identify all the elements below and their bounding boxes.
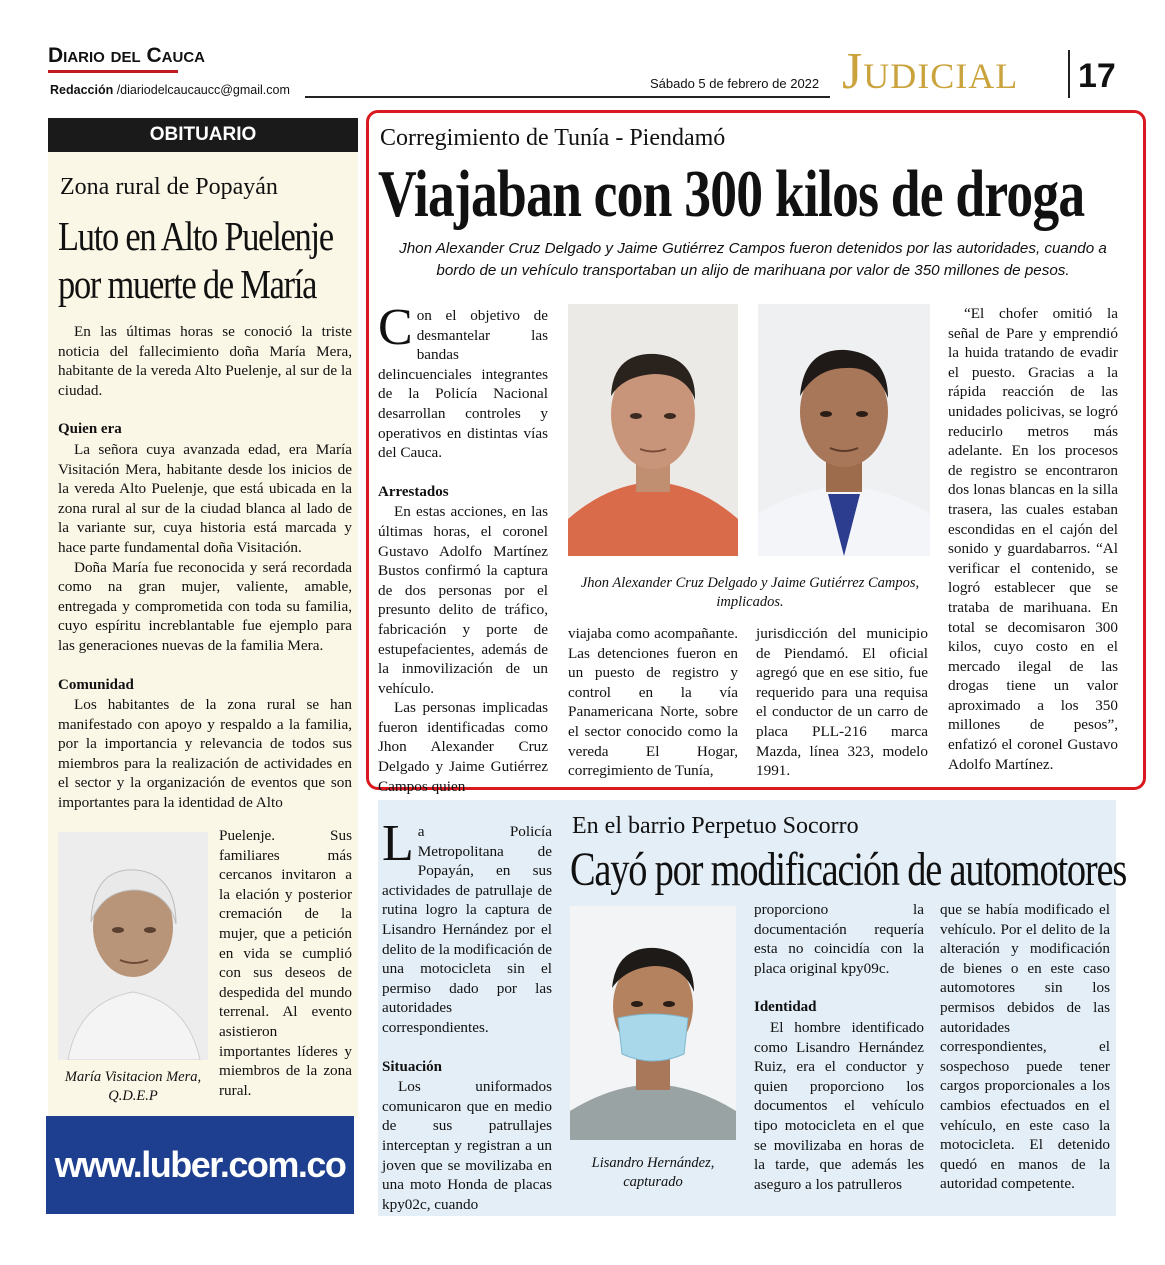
- second-story-subhead-situacion: Situación: [382, 1058, 443, 1075]
- page-number: 17: [1078, 57, 1116, 95]
- second-story-subhead-identidad: Identidad: [754, 999, 817, 1016]
- second-story-paragraph: Los uniformados comunicaron que en medio de sus patrullajes interceptan y registran a un joven que se movilizaba en una moto Honda de placas kpy02c, cuando: [382, 1078, 552, 1213]
- redaccion-label: Redacción: [50, 83, 114, 97]
- main-story-kicker: Corregimiento de Tunía - Piendamó: [380, 125, 726, 151]
- second-story-column-3: [754, 900, 924, 1194]
- obituary-paragraph: Doña María fue reconocida y será recordada como na gran mujer, valiente, amable, entregada y comprometida con toda su familia, cuyo espíritu increblantable fue ejemplo para las generaciones nuevas de la familia Mera.: [58, 558, 352, 654]
- suspect-photo-jhon: [568, 304, 738, 556]
- second-story-column-1: [382, 815, 552, 1214]
- main-story-column-2: [568, 624, 738, 781]
- obituary-headline-line1: Luto en Alto Puelenje: [58, 213, 333, 259]
- suspects-photo-caption: Jhon Alexander Cruz Delgado y Jaime Gutiérrez Campos, implicados.: [580, 575, 920, 610]
- elderly-woman-portrait-icon: [58, 832, 208, 1060]
- obituary-paragraph: Los habitantes de la zona rural se han manifestado con apoyo y respaldo a la familia, por la importancia y relevancia de todos sus miembros para la realización de actividades en el sector y la organización de eventos que son importantes para la identidad de Alto: [58, 696, 352, 812]
- second-story-paragraph: que se había modificado el vehículo. Por el delito de la alteración y modificación de bienes o en este caso automotores sin los permisos debidos de las autoridades correspondientes, el sospechoso puede tener cargos proporcionales a los cambios efectuados en el vehículo, en este caso la motocicleta. El detenido quedó en manos de la autoridad competente.: [940, 901, 1110, 1193]
- suspect-photo-jaime: [758, 304, 930, 556]
- second-story-headline: Cayó por modificación de automotores: [570, 843, 1127, 896]
- masked-man-portrait-icon: [570, 906, 736, 1140]
- main-story-paragraph: En estas acciones, en las últimas horas, el coronel Gustavo Adolfo Martínez Bustos confirmó la captura de dos personas por el presunto delito de tráfico, fabricación y porte de estupefacientes, además de la inmovilización de un vehículo.: [378, 503, 548, 697]
- section-divider: [1068, 50, 1070, 98]
- luber-ad-text: www.luber.com.co: [54, 1144, 346, 1185]
- obituary-headline-line2: por muerte de María: [58, 261, 317, 307]
- main-story-paragraph: viajaba como acompañante. Las detenciones fueron en un puesto de registro y control en la vía Panamericana Norte, sobre el sector conocido como la vereda El Hogar, corregimiento de Tunía,: [568, 625, 738, 780]
- obituary-photo: [58, 832, 208, 1060]
- issue-date: Sábado 5 de febrero de 2022: [650, 76, 820, 91]
- main-story-column-1: [378, 299, 548, 796]
- main-story-paragraph: jurisdicción del municipio de Piendamó. El oficial agregó que en ese sitio, fue requerido para una requisa el conductor de un carro de placa PLL-216 marca Mazda, línea 323, modelo 1991.: [756, 625, 928, 780]
- main-story-paragraph: Con el objetivo de desmantelar las bandas delincuenciales integrantes de la Policía Nacional desarrollan controles y operativos en distintas vías del Cauca.: [378, 299, 548, 462]
- captured-photo-caption: Lisandro Hernández, capturado: [591, 1155, 715, 1190]
- obituary-paragraph: Puelenje. Sus familiares más cercanos invitaron a la elación y posterior cremación de la mujer, que a petición en vida se cumplió con sus deseos de despedida del mundo terrenal. Al evento asistieron importantes líderes y miembros de la zona rural.: [219, 827, 352, 1099]
- masthead-rule: [48, 70, 178, 73]
- second-story-dropcap: L: [382, 815, 414, 872]
- obituary-kicker: Zona rural de Popayán: [60, 174, 278, 200]
- redaccion-email: /diariodelcaucaucc@gmail.com: [116, 83, 290, 97]
- luber-ad[interactable]: [46, 1116, 354, 1214]
- second-story-column-4: [940, 900, 1110, 1194]
- obituary-body-continued: [219, 826, 352, 1100]
- obituary-section-label: OBITUARIO: [48, 118, 358, 152]
- second-story-paragraph: proporciono la documentación requería esta no coincidía con la placa original kpy09c.: [754, 901, 924, 977]
- main-story-dropcap: C: [378, 299, 413, 356]
- obituary-paragraph: La señora cuya avanzada edad, era María Visitación Mera, habitante desde los inicios de la vereda Alto Puelenje, que está ubicada en la zona rural al sur de la ciudad blanca al lado de la variante sur, cuya historia está marcada y hace parte fundamental doña Visitación.: [58, 440, 352, 556]
- second-story-paragraph: La Policía Metropolitana de Popayán, en sus actividades de patrullaje de rutina logro la captura de Lisandro Hernández por el delito de la modificación de una motocicleta sin el permiso dado por las autoridades correspondientes.: [382, 815, 552, 1036]
- main-story-subhead-arrestados: Arrestados: [378, 483, 449, 500]
- second-story-paragraph: El hombre identificado como Lisandro Hernández Ruiz, era el conductor y quien proporciono los documentos el vehículo tipo motocicleta en el que se movilizaba en horas de la tarde, que además les aseguro a los patrulleros: [754, 1018, 924, 1193]
- second-story-kicker: En el barrio Perpetuo Socorro: [572, 813, 859, 839]
- obituary-subhead-quien: Quien era: [58, 421, 122, 438]
- header-rule: [305, 96, 830, 98]
- man-portrait-icon: [758, 304, 930, 556]
- obituary-photo-caption: María Visitacion Mera, Q.D.E.P: [64, 1069, 202, 1104]
- man-portrait-icon: [568, 304, 738, 556]
- main-story-paragraph: Las personas implicadas fueron identificadas como Jhon Alexander Cruz Delgado y Jaime Gutiérrez Campos quien: [378, 699, 548, 795]
- main-story-column-3: [756, 624, 928, 781]
- obituary-headline: [58, 212, 358, 308]
- obituary-paragraph: En las últimas horas se conoció la triste noticia del fallecimiento doña María Mera, habitante de la vereda Alto Puelenje, al sur de la ciudad.: [58, 323, 352, 399]
- main-story-paragraph: “El chofer omitió la señal de Pare y emprendió la huida tratando de evadir el puesto. Gracias a la rápida reacción de las unidades policivas, se logró reducirlo metros más adelante. En los procesos de registro se encontraron dos lonas blancas en la silla trasera, las cuales estaban escondidas en el cajón del sonido y guardabarros. “Al verificar el contenido, se logró establecer que se trataba de marihuana. En total se decomisaron 300 kilos, cuyo costo en el mercado ilegal de las drogas tiene un valor aproximado a los 350 millones de pesos”, enfatizó el coronel Gustavo Adolfo Martínez.: [948, 305, 1118, 773]
- masthead: Diario del Cauca: [48, 44, 205, 67]
- section-title: Judicial: [842, 43, 1019, 100]
- main-story-column-4: [948, 304, 1118, 774]
- obituary-body: [58, 322, 352, 813]
- captured-photo-lisandro: [570, 906, 736, 1140]
- redaccion-line: [50, 82, 290, 98]
- obituary-subhead-comunidad: Comunidad: [58, 676, 134, 693]
- main-story-headline: Viajaban con 300 kilos de droga: [378, 157, 1085, 231]
- main-story-subhead: Jhon Alexander Cruz Delgado y Jaime Gutiérrez Campos fueron detenidos por las autoridades, cuando a bordo de un vehículo transportaban un alijo de marihuana por valor de 350 millones de pesos.: [399, 240, 1107, 279]
